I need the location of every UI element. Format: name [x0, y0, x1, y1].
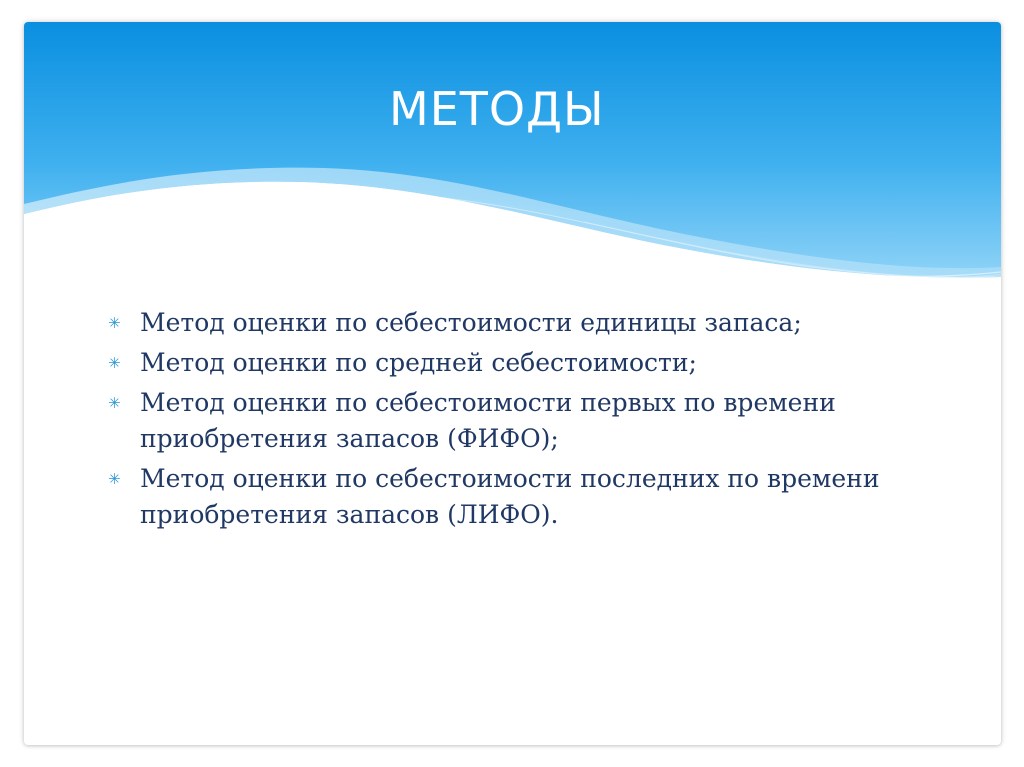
slide [24, 22, 1001, 745]
header-sky [24, 22, 1001, 278]
bullet-item [104, 461, 944, 533]
asterisk-icon: ✳ [108, 394, 121, 412]
bullet-list [104, 305, 944, 537]
bullet-item [104, 305, 944, 341]
bullet-item [104, 345, 944, 381]
bullet-text: Метод оценки по себестоимости последних по времени приобретения запасов (ЛИФО). [140, 464, 880, 529]
asterisk-icon: ✳ [108, 354, 121, 372]
asterisk-icon: ✳ [108, 314, 121, 332]
bullet-text: Метод оценки по средней себестоимости; [140, 348, 697, 377]
asterisk-icon: ✳ [108, 470, 121, 488]
bullet-text: Метод оценки по себестоимости первых по времени приобретения запасов (ФИФО); [140, 388, 836, 453]
slide-title: МЕТОДЫ [389, 82, 605, 136]
header-wave-background [24, 22, 1001, 282]
bullet-text: Метод оценки по себестоимости единицы запаса; [140, 308, 802, 337]
bullet-item [104, 385, 944, 457]
